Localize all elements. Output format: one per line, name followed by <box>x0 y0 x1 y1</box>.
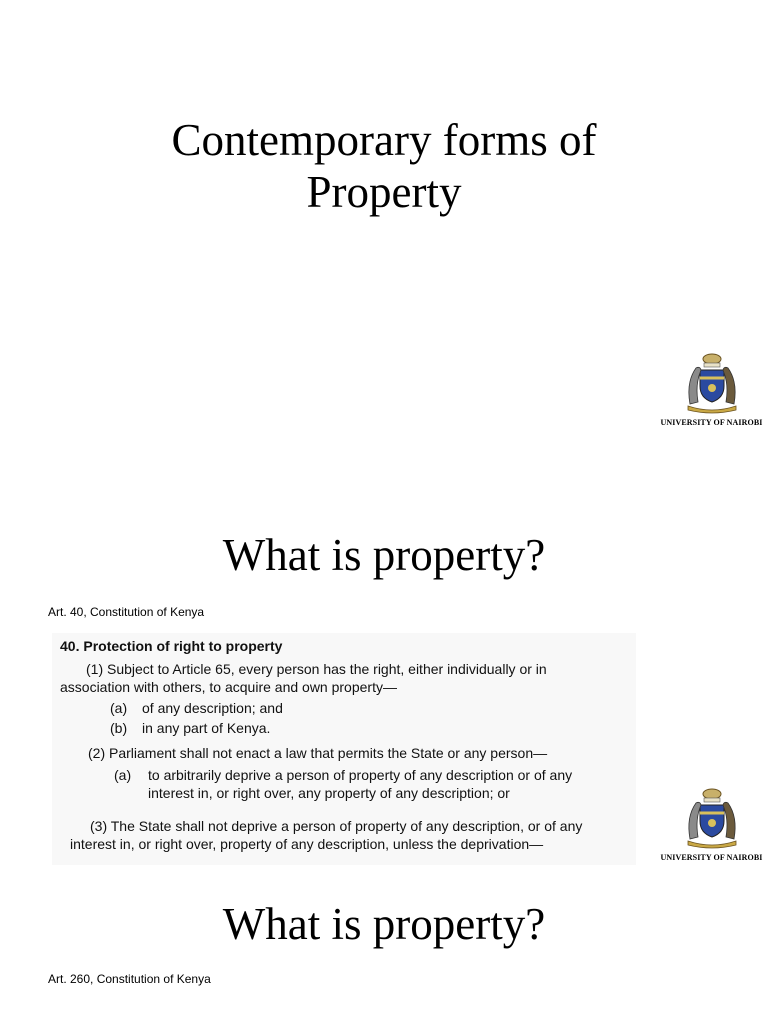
item-text: in any part of Kenya. <box>142 720 271 736</box>
clause-3: (3) The State shall not deprive a person of property of any description, or of any interest in, or right over, property of any description, unless the deprivation— <box>70 818 583 852</box>
citation: Art. 40, Constitution of Kenya <box>48 605 205 619</box>
item-label: (a) <box>110 700 128 716</box>
slide-title-heading <box>0 114 768 218</box>
slide-heading: What is property? <box>222 530 546 580</box>
item-label: (b) <box>110 720 128 736</box>
item-text: of any description; and <box>142 700 283 716</box>
item-text: to arbitrarily deprive a person of property of any description or of any interest in, or right over, any property of any description; or <box>148 767 573 801</box>
slide-definition-art40 <box>0 435 768 870</box>
slide-title <box>0 0 768 435</box>
university-name: UNIVERSITY OF NAIROBI <box>660 853 763 862</box>
university-logo <box>655 787 768 862</box>
coat-of-arms-icon <box>682 352 742 414</box>
university-name: UNIVERSITY OF NAIROBI <box>660 418 763 427</box>
title-line-1: Contemporary forms of <box>171 115 597 165</box>
item-label: (a) <box>114 767 132 783</box>
section-heading: 40. Protection of right to property <box>60 638 283 654</box>
university-logo <box>655 352 768 427</box>
constitution-excerpt <box>52 633 636 865</box>
slide-definition-art260 <box>0 870 768 1024</box>
title-line-2: Property <box>306 167 462 217</box>
clause-1: (1) Subject to Article 65, every person has the right, either individually or in association with others, to acquire and own property— <box>60 661 547 695</box>
slide-heading: What is property? <box>222 899 546 949</box>
clause-2: (2) Parliament shall not enact a law that permits the State or any person— <box>88 745 548 761</box>
citation: Art. 260, Constitution of Kenya <box>48 972 211 986</box>
coat-of-arms-icon <box>682 787 742 849</box>
